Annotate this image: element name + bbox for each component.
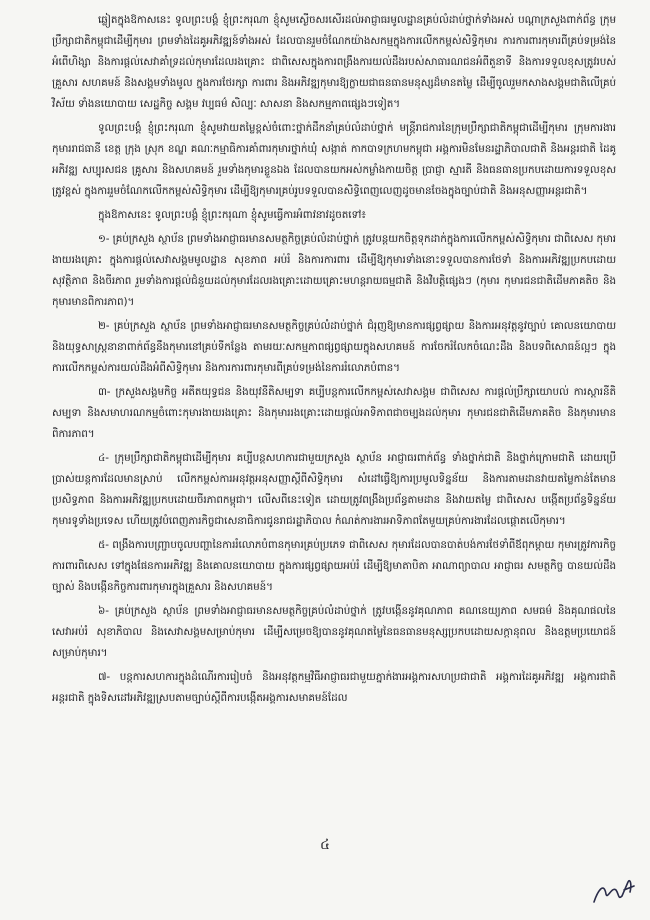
paragraph-intro: ឆ្លៀតក្នុងឱកាសនេះ ទូលព្រះបង្គំ ខ្ញុំព្រះករុណា ខ្ញុំសូមស្ងើចសរសើរដល់អាជ្ញាធរមូលដ្ឋានគ្រប់លំដាប់ថ្នាក់ទាំងអស់ បណ្តាក្រសួងពាក់ព័ន្ធ ក្រុមប្រឹក្សាជាតិកម្ពុជាដើម្បីកុមារ ព្រមទាំងដៃគូអភិវឌ្ឍន៍ទាំងអស់ ដែលបានរួមចំណែកយ៉ាងសកម្មក្នុងការលើកកម្ពស់សិទ្ធិកុមារ ការការពារកុមារពីគ្រប់ទម្រង់នៃអំពើហិង្សា និងការផ្តល់សេវាគាំទ្រដល់កុមារដែលរងគ្រោះ ជាពិសេសក្នុងការពង្រឹងការយល់ដឹងរបស់សាធារណជនអំពីតួនាទី និងការទទួលខុសត្រូវរបស់គ្រួសារ សហគមន៍ និងសង្គមទាំងមូល ក្នុងការថែរក្សា ការពារ និងអភិវឌ្ឍកុមារឱ្យក្លាយជាធនធានមនុស្សដ៏មានតម្លៃ ដើម្បីចូលរួមកសាងសង្គមជាតិលើគ្រប់វិស័យ ទាំងនយោបាយ សេដ្ឋកិច្ច សង្គម វប្បធម៌ សិល្បៈ សាសនា និងសកម្មភាពផ្សេងៗទៀត។ [52,14,616,110]
paragraph-appreciation: ទូលព្រះបង្គំ ខ្ញុំព្រះករុណា ខ្ញុំសូមវាយតម្លៃខ្ពស់ចំពោះថ្នាក់ដឹកនាំគ្រប់លំដាប់ថ្នាក់ មន្ត្រីរាជការនៃក្រុមប្រឹក្សាជាតិកម្ពុជាដើម្បីកុមារ ក្រុមការងារកុមាររាជធានី ខេត្ត ក្រុង ស្រុក ខណ្ឌ គណៈកម្មាធិការគាំពារកុមារថ្នាក់ឃុំ សង្កាត់ កាកបាទក្រហមកម្ពុជា អង្គការមិនមែនរដ្ឋាភិបាលជាតិ និងអន្តរជាតិ ដៃគូអភិវឌ្ឍ សប្បុរសជន គ្រូសារ និងសហគមន៍ រួមទាំងកុមារខ្លួនឯង ដែលបានយកអស់កម្លាំងកាយចិត្ត ប្រាជ្ញា ស្មារតី និងធនធានប្រកបដោយការទទួលខុសត្រូវខ្ពស់ ក្នុងការរួមចំណែកលើកកម្ពស់សិទ្ធិកុមារ ដើម្បីឱ្យកុមារគ្រប់រូបទទួលបានសិទ្ធិពេញលេញដូចមានចែងក្នុងច្បាប់ជាតិ និងអនុសញ្ញាអន្តរជាតិ។ [52,122,616,197]
appeal-item-6: ៦- គ្រប់ក្រសួង ស្ថាប័ន ព្រមទាំងអាជ្ញាធរមានសមត្ថកិច្ចគ្រប់លំដាប់ថ្នាក់ ត្រូវបង្កើននូវគុណភាព គណនេយ្យភាព សមធម៌ និងគុណផលនៃសេវាអប់រំ សុខាភិបាល និងសេវាសង្គមសម្រាប់កុមារ ដើម្បីសម្រេចឱ្យបាននូវគុណតម្លៃនៃធនធានមនុស្សប្រកបដោយសក្តានុពល និងឧត្តមប្រយោជន៍សម្រាប់កុមារ។ [52,605,616,659]
handwritten-initials-icon [588,860,638,910]
appeal-item-2: ២- គ្រប់ក្រសួង ស្ថាប័ន ព្រមទាំងអាជ្ញាធរមានសមត្ថកិច្ចគ្រប់លំដាប់ថ្នាក់ ជំរុញឱ្យមានការផ្សព្វផ្សាយ និងការអនុវត្តនូវច្បាប់ គោលនយោបាយ និងយុទ្ធសាស្ត្រនានាពាក់ព័ន្ធនឹងកុមារនៅគ្រប់ទីកន្លែង តាមរយៈសកម្មភាពផ្សព្វផ្សាយក្នុងសហគមន៍ ការចែករំលែកចំណេះដឹង និងបទពិសោធន៍ល្អៗ ក្នុងការលើកកម្ពស់ការយល់ដឹងអំពីសិទ្ធិកុមារ និងការការពារកុមារពីគ្រប់ទម្រង់នៃការរំលោភបំពាន។ [52,320,616,374]
appeal-item-7: ៧- បន្តការសហការក្នុងដំណើរការរៀបចំ និងអនុវត្តកម្មវិធីអាជ្ញាធរជាមួយភ្នាក់ងារអង្គការសហប្រជាជាតិ អង្គការដៃគូអភិវឌ្ឍ អង្គការជាតិ អន្តរជាតិ ក្នុងទិសដៅអភិវឌ្ឍស្របតាមច្បាប់ស្តីពីការបង្កើតអង្គការសមាគមន៍ដែល [52,671,616,704]
page-number: ៤ [320,837,330,853]
appeal-item-3: ៣- ក្រសួងសង្គមកិច្ច អតីតយុទ្ធជន និងយុវនីតិសម្បទា គប្បីបន្តការលើកកម្ពស់សេវាសង្គម ជាពិសេស ការផ្តល់ប្រឹក្សាយោបល់ ការស្តារនីតិសម្បទា និងសមាហរណកម្មចំពោះកុមារងាយរងគ្រោះ និងកុមាររងគ្រោះដោយផ្តល់អាទិភាពជាចម្បងដល់កុមារ កុមារជនជាតិដើមភាគតិច និងកុមារមានពិការភាព។ [52,386,616,440]
appeal-item-4: ៤- ក្រុមប្រឹក្សាជាតិកម្ពុជាដើម្បីកុមារ គប្បីបន្តសហការជាមួយក្រសួង ស្ថាប័ន អាជ្ញាធរពាក់ព័ន្ធ ទាំងថ្នាក់ជាតិ និងថ្នាក់ក្រោមជាតិ ដោយប្រើប្រាស់យន្តការដែលមានស្រាប់ លើកកម្ពស់ការអនុវត្តអនុសញ្ញាស្តីពីសិទ្ធិកុមារ សំដៅធ្វើឱ្យការប្រមូលទិន្នន័យ និងការតាមដានវាយតម្លៃកាន់តែមានប្រសិទ្ធភាព និងការអភិវឌ្ឍប្រកបដោយចីរភាពកម្ពុជា។ លើសពីនេះទៀត ដោយត្រូវពង្រឹងប្រព័ន្ធតាមដាន និងវាយតម្លៃ ជាពិសេស បង្កើតប្រព័ន្ធទិន្នន័យកុមារទូទាំងប្រទេស ហើយត្រូវបំពេញភារកិច្ចជាសេនាធិការជូនរាជរដ្ឋាភិបាល កំណត់ការងារអាទិភាពតែមួយគ្រប់ការងារដែលផ្តោតលើកុមារ។ [52,452,616,527]
paragraph-appeal-lead: ក្នុងឱកាសនេះ ទូលព្រះបង្គំ ខ្ញុំព្រះករុណា ខ្ញុំសូមធ្វើការអំពាវនាវដូចតទៅ៖ [98,209,366,221]
appeal-item-1: ១- គ្រប់ក្រសួង ស្ថាប័ន ព្រមទាំងអាជ្ញាធរមានសមត្ថកិច្ចគ្រប់លំដាប់ថ្នាក់ ត្រូវបន្តយកចិត្តទុកដាក់ក្នុងការលើកកម្ពស់សិទ្ធិកុមារ ជាពិសេស កុមារងាយរងគ្រោះ ក្នុងការផ្តល់សេវាសង្គមមូលដ្ឋាន សុខភាព អប់រំ និងការការពារ ដើម្បីឱ្យកុមារទាំងនោះទទួលបានការថែទាំ និងការអភិវឌ្ឍប្រកបដោយសុវត្ថិភាព និងចីរភាព រួមទាំងការផ្តល់ជំនួយដល់កុមារដែលរងគ្រោះដោយគ្រោះមហន្តរាយធម្មជាតិ និងវិបត្តិផ្សេងៗ (កុមារ កុមារជនជាតិដើមភាគតិច និងកុមារមានពិការភាព)។ [52,233,616,308]
appeal-item-5: ៥- ពង្រឹងការបញ្ជ្រាបចូលបញ្ហានៃការរំលោភបំពានកុមារគ្រប់ប្រភេទ ជាពិសេស កុមារដែលបានបាត់បង់ការថែទាំពីឪពុកម្តាយ កុមារត្រូវការកិច្ចការពារពិសេស ទៅក្នុងផែនការអភិវឌ្ឍ និងគោលនយោបាយ ក្នុងការផ្សព្វផ្សាយអប់រំ ដើម្បីឱ្យមាតាបិតា អាណាព្យាបាល អាជ្ញាធរ សមត្ថកិច្ច បានយល់ដឹងច្បាស់ និងបង្កើនកិច្ចការពារកុមារក្នុងគ្រួសារ និងសហគមន៍។ [52,539,616,593]
